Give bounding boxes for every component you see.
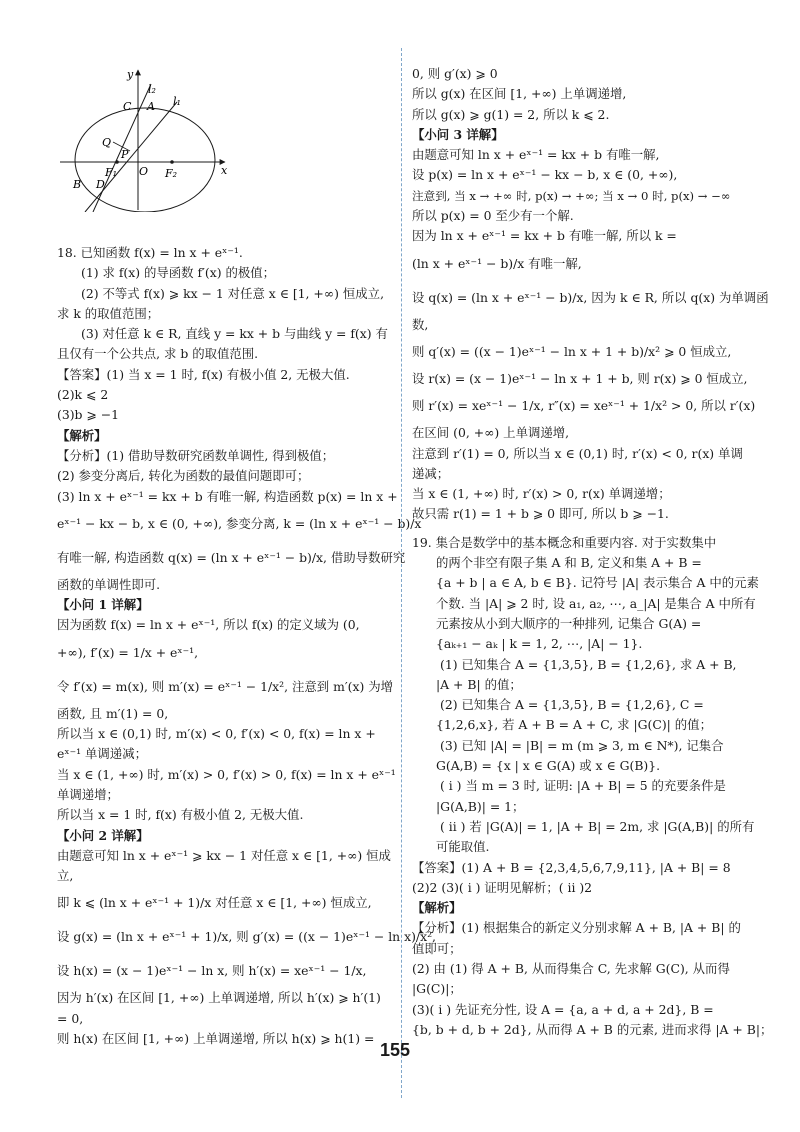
q18-sub1-1: 因为函数 f(x) = ln x + eˣ⁻¹, 所以 f(x) 的定义域为 (0, [57,617,360,633]
label-l1: l₁ [173,95,181,108]
q19-part3-ii-cont: 可能取值. [436,839,490,855]
q19-analysis-6: {b, b + d, b + 2d}, 从而得 A + B 的元素, 进而求得 |A + B|； [412,1021,773,1037]
q19-analysis-5: (3)( i ) 先证充分性, 设 A = {a, a + d, a + 2d}, B = [412,1001,714,1017]
r-line-5: 设 p(x) = ln x + eˣ⁻¹ − kx − b, x ∈ (0, +∞), [412,167,678,183]
q18-sub3-head: 【小问 3 详解】 [412,126,504,142]
q19-stem-5: 元素按从小到大顺序的一种排列, 记集合 G(A) = [436,615,702,631]
r-line-11: 数, [412,316,429,332]
q18-sub2-head: 【小问 2 详解】 [57,827,149,843]
q19-part1-cont: |A + B| 的值； [436,676,522,692]
label-f1: F₁ [105,166,118,179]
q18-part2-cont: 求 k 的取值范围； [57,305,160,321]
r-line-4: 由题意可知 ln x + eˣ⁻¹ = kx + b 有唯一解, [412,147,660,163]
q18-part3-cont: 且仅有一个公共点, 求 b 的取值范围. [57,346,259,362]
q19-part2: (2) 已知集合 A = {1,3,5}, B = {1,2,6}, C = [440,697,704,713]
r-line-17: 递减； [412,465,450,481]
line-l1 [85,102,177,212]
q18-part1: (1) 求 f(x) 的导函数 f′(x) 的极值； [81,265,276,281]
r-line-18: 当 x ∈ (1, +∞) 时, r′(x) > 0, r(x) 单调递增； [412,486,671,502]
q18-part3: (3) 对任意 k ∈ R, 直线 y = kx + b 与曲线 y = f(x) 有 [81,326,388,342]
q18-analysis-1: 【分析】(1) 借助导数研究函数单调性, 得到极值； [57,447,335,463]
r-line-13: 设 r(x) = (x − 1)eˣ⁻¹ − ln x + 1 + b, 则 r(x) ⩾ 0 恒成立, [412,370,748,386]
label-o: O [139,165,149,178]
label-p: P [121,148,129,161]
page-number: 155 [380,1040,411,1060]
q18-sub1-6: eˣ⁻¹ 单调递减； [57,746,147,762]
q18-analysis-5: 有唯一解, 构造函数 q(x) = (ln x + eˣ⁻¹ − b)/x, 借助导数研究 [57,549,406,565]
r-line-15: 在区间 (0, +∞) 上单调递增, [412,425,570,441]
q19-analysis-1: 【分析】(1) 根据集合的新定义分别求解 A + B, |A + B| 的 [412,920,741,936]
r-line-9: (ln x + eˣ⁻¹ − b)/x 有唯一解, [412,255,582,271]
q19-stem-3: {a + b | a ∈ A, b ∈ B}. 记符号 |A| 表示集合 A 中的元素 [436,575,759,591]
q19-part1: (1) 已知集合 A = {1,3,5}, B = {1,2,6}, 求 A + B, [440,656,737,672]
q18-sub1-4: 函数, 且 m′(1) = 0, [57,705,169,721]
q18-sub2-2: 立, [57,868,74,884]
q18-analysis-head: 【解析】 [57,427,107,443]
r-line-8: 因为 ln x + eˣ⁻¹ = kx + b 有唯一解, 所以 k = [412,228,677,244]
q18-sub1-7: 当 x ∈ (1, +∞) 时, m′(x) > 0, f′(x) > 0, f(x) = ln x + eˣ⁻¹ [57,766,396,782]
r-line-7: 所以 p(x) = 0 至少有一个解. [412,208,574,224]
focus-f2 [170,160,174,164]
q19-stem-4: 个数. 当 |A| ⩾ 2 时, 设 a₁, a₂, ⋯, a_|A| 是集合 A 中所有 [436,595,756,611]
q19-stem-1: 19. 集合是数学中的基本概念和重要内容. 对于实数集中 [412,534,717,550]
q18-sub1-9: 所以当 x = 1 时, f(x) 有极小值 2, 无极大值. [57,807,304,823]
q18-sub2-3: 即 k ⩽ (ln x + eˣ⁻¹ + 1)/x 对任意 x ∈ [1, +∞) 恒成立, [57,895,372,911]
label-l2: l₂ [148,83,156,96]
r-line-12: 则 q′(x) = ((x − 1)eˣ⁻¹ − ln x + 1 + b)/x² ⩾ 0 恒成立, [412,343,732,359]
r-line-1: 所以 g(x) 在区间 [1, +∞) 上单调递增, [412,86,627,102]
focus-f1 [115,160,119,164]
label-q: Q [102,136,112,149]
right-column [412,64,773,1040]
q19-part3-cont: G(A,B) = {x | x ∈ G(A) 或 x ∈ G(B)}. [436,758,661,774]
q18-analysis-3: (3) ln x + eˣ⁻¹ = kx + b 有唯一解, 构造函数 p(x) = ln x + [57,488,398,504]
q18-sub2-6: 因为 h′(x) 在区间 [1, +∞) 上单调递增, 所以 h′(x) ⩾ h′(1) [57,990,381,1006]
r-line-19: 故只需 r(1) = 1 + b ⩾ 0 即可, 所以 b ⩾ −1. [412,506,669,522]
q18-analysis-2: (2) 参变分离后, 转化为函数的最值问题即可； [57,468,310,484]
label-y: y [127,68,134,81]
left-column [57,243,436,1049]
label-d: D [96,178,105,191]
q18-sub2-7: = 0, [57,1010,84,1026]
q19-analysis-3: (2) 由 (1) 得 A + B, 从而得集合 C, 先求解 G(C), 从而得 [412,960,730,976]
ellipse-figure [55,62,240,212]
q19-answer-2: (2)2 (3)( i ) 证明见解析；( ii )2 [412,879,593,895]
q18-sub2-1: 由题意可知 ln x + eˣ⁻¹ ⩾ kx − 1 对任意 x ∈ [1, +∞) 恒成 [57,847,391,863]
q19-part3-i-cont: |G(A,B)| = 1； [436,798,525,814]
q18-sub2-4: 设 g(x) = (ln x + eˣ⁻¹ + 1)/x, 则 g′(x) = ((x − 1)eˣ⁻¹ − ln x)/x², [57,929,436,945]
r-line-14: 则 r′(x) = xeˣ⁻¹ − 1/x, r″(x) = xeˣ⁻¹ + 1/x² > 0, 所以 r′(x) [412,398,756,414]
q19-part3-ii: ( ii ) 若 |G(A)| = 1, |A + B| = 2m, 求 |G(A,B)| 的所有 [440,818,755,834]
r-line-2: 所以 g(x) ⩾ g(1) = 2, 所以 k ⩽ 2. [412,106,610,122]
r-line-10: 设 q(x) = (ln x + eˣ⁻¹ − b)/x, 因为 k ∈ R, 所以 q(x) 为单调函 [412,289,769,305]
q19-stem-6: {aₖ₊₁ − aₖ | k = 1, 2, ⋯, |A| − 1}. [436,636,643,652]
label-c: C [123,100,132,113]
r-line-0: 0, 则 g′(x) ⩾ 0 [412,66,498,81]
r-line-16: 注意到 r′(1) = 0, 所以当 x ∈ (0,1) 时, r′(x) < 0, r(x) 单调 [412,445,743,461]
q18-answer-3: (3)b ⩾ −1 [57,407,120,423]
q18-sub1-head: 【小问 1 详解】 [57,597,149,613]
q19-stem-2: 的两个非空有限子集 A 和 B, 定义和集 A + B = [436,555,702,571]
q18-answer-1: 【答案】(1) 当 x = 1 时, f(x) 有极小值 2, 无极大值. [57,366,350,382]
q18-sub2-5: 设 h(x) = (x − 1)eˣ⁻¹ − ln x, 则 h′(x) = xeˣ⁻¹ − 1/x, [57,963,367,979]
q19-answer-1: 【答案】(1) A + B = {2,3,4,5,6,7,9,11}, |A + B| = 8 [412,859,731,875]
q18-analysis-6: 函数的单调性即可. [57,576,161,592]
q18-answer-2: (2)k ⩽ 2 [57,387,109,403]
q18-sub1-2: +∞), f′(x) = 1/x + eˣ⁻¹, [57,644,199,660]
q19-analysis-head: 【解析】 [412,900,462,916]
label-f2: F₂ [165,167,178,180]
q18-sub1-3: 令 f′(x) = m(x), 则 m′(x) = eˣ⁻¹ − 1/x², 注意到 m′(x) 为增 [57,678,394,694]
q19-part3-i: ( i ) 当 m = 3 时, 证明: |A + B| = 5 的充要条件是 [440,778,726,794]
q18-analysis-4: eˣ⁻¹ − kx − b, x ∈ (0, +∞), 参变分离, k = (ln x + eˣ⁻¹ − b)/x [57,515,422,531]
q19-analysis-4: |G(C)|； [412,981,462,997]
label-a: A [147,100,155,113]
q18-sub2-8: 则 h(x) 在区间 [1, +∞) 上单调递增, 所以 h(x) ⩾ h(1) = [57,1031,375,1047]
label-b: B [73,178,82,191]
label-x: x [221,164,228,177]
q19-part3: (3) 已知 |A| = |B| = m (m ⩾ 3, m ∈ N*), 记集合 [440,737,724,753]
r-line-6: 注意到, 当 x → +∞ 时, p(x) → +∞; 当 x → 0 时, p(x) → −∞ [412,188,731,203]
q18-part2: (2) 不等式 f(x) ⩾ kx − 1 对任意 x ∈ [1, +∞) 恒成立, [81,285,385,301]
q18-sub1-5: 所以当 x ∈ (0,1) 时, m′(x) < 0, f′(x) < 0, f(x) = ln x + [57,726,376,742]
q19-analysis-2: 值即可； [412,940,462,956]
ellipse-curve [75,108,215,212]
q19-part2-cont: {1,2,6,x}, 若 A + B = A + C, 求 |G(C)| 的值； [436,717,712,733]
q18-sub1-8: 单调递增； [57,786,119,802]
q18-stem: 18. 已知函数 f(x) = ln x + eˣ⁻¹. [57,245,243,260]
